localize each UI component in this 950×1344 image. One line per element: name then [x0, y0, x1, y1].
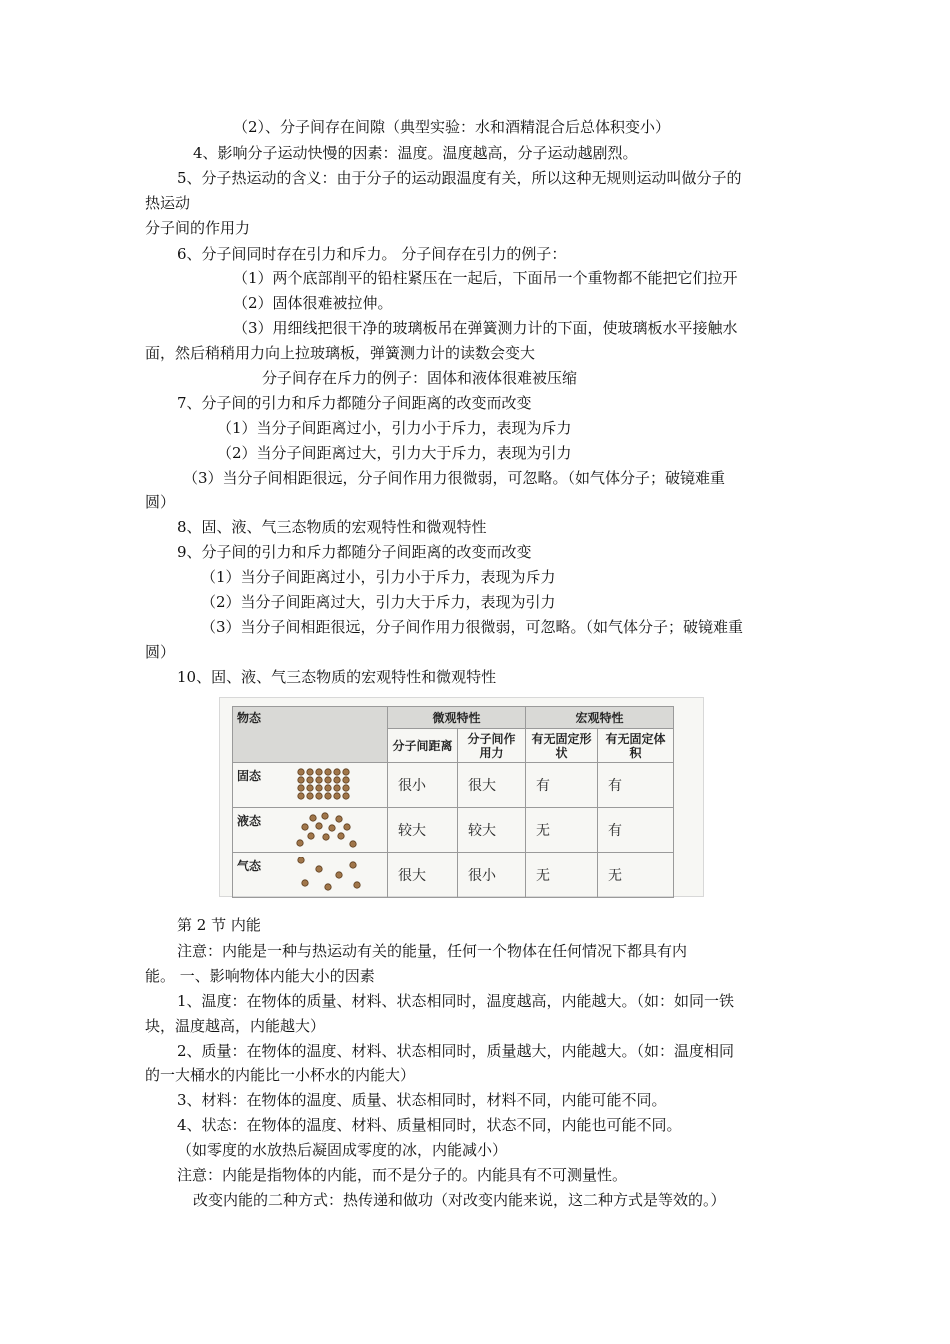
- states-table: [232, 706, 674, 898]
- text-line: 能。 一、影响物体内能大小的因素: [145, 967, 375, 985]
- text-line: 注意：内能是指物体的内能，而不是分子的。内能具有不可测量性。: [177, 1166, 628, 1184]
- state-label: 气态: [237, 859, 262, 873]
- table-row-liquid: [233, 808, 674, 853]
- value-cell: 有: [526, 763, 598, 808]
- text-line: 6、分子间同时存在引力和斥力。 分子间存在引力的例子：: [177, 245, 567, 263]
- text-line: 5、分子热运动的含义：由于分子的运动跟温度有关，所以这种无规则运动叫做分子的: [177, 169, 742, 187]
- value-cell: 很大: [388, 853, 458, 898]
- value-cell: 较大: [388, 808, 458, 853]
- state-cell: [233, 853, 388, 898]
- solid-particles-icon: [295, 767, 365, 805]
- value-cell: 无: [598, 853, 674, 898]
- text-line: （3）当分子间相距很远，分子间作用力很微弱，可忽略。（如气体分子；破镜难重: [183, 469, 726, 487]
- text-line: 2、质量：在物体的温度、材料、状态相同时，质量越大，内能越大。（如：温度相同: [177, 1042, 735, 1060]
- text-line: 面，然后稍稍用力向上拉玻璃板，弹簧测力计的读数会变大: [145, 344, 536, 362]
- text-line: （2）当分子间距离过大，引力大于斥力，表现为引力: [201, 593, 556, 611]
- header-micro: 微观特性: [388, 707, 526, 729]
- text-line: 3、材料：在物体的温度、质量、状态相同时，材料不同，内能可能不同。: [177, 1091, 667, 1109]
- value-cell: 很小: [388, 763, 458, 808]
- text-line: （如零度的水放热后凝固成零度的冰，内能减小）: [177, 1141, 508, 1159]
- text-line: 改变内能的二种方式：热传递和做功（对改变内能来说，这二种方式是等效的。）: [193, 1191, 726, 1209]
- header-state: 物态: [233, 707, 388, 763]
- text-line: （2）固体很难被拉伸。: [233, 294, 393, 312]
- value-cell: 无: [526, 808, 598, 853]
- text-line: 8、固、液、气三态物质的宏观特性和微观特性: [177, 518, 487, 536]
- text-line: 块，温度越高，内能越大）: [145, 1017, 326, 1035]
- text-line: 7、分子间的引力和斥力都随分子间距离的改变而改变: [177, 394, 532, 412]
- value-cell: 有: [598, 763, 674, 808]
- text-line: 分子间的作用力: [145, 219, 251, 237]
- state-cell: [233, 808, 388, 853]
- table-row-gas: [233, 853, 674, 898]
- gas-particles-icon: [295, 857, 365, 895]
- text-line: （3）用细线把很干净的玻璃板吊在弹簧测力计的下面，使玻璃板水平接触水: [233, 319, 738, 337]
- header-macro: 宏观特性: [526, 707, 674, 729]
- text-line: 圆）: [145, 643, 176, 661]
- text-line: （2）、分子间存在间隙（典型实验：水和酒精混合后总体积变小）: [233, 118, 671, 136]
- text-line: 1、温度：在物体的质量、材料、状态相同时，温度越高，内能越大。（如：如同一铁: [177, 992, 735, 1010]
- text-line: （1）两个底部削平的铅柱紧压在一起后，下面吊一个重物都不能把它们拉开: [233, 269, 738, 287]
- states-of-matter-figure: [219, 697, 704, 897]
- text-line: 9、分子间的引力和斥力都随分子间距离的改变而改变: [177, 543, 532, 561]
- text-line: 注意：内能是一种与热运动有关的能量，任何一个物体在任何情况下都具有内: [177, 942, 688, 960]
- text-line: 的一大桶水的内能比一小杯水的内能大）: [145, 1066, 416, 1084]
- subheader-shape: 有无固定形状: [526, 729, 598, 763]
- state-cell: [233, 763, 388, 808]
- text-line: （3）当分子间相距很远，分子间作用力很微弱，可忽略。（如气体分子；破镜难重: [201, 618, 744, 636]
- value-cell: 很大: [458, 763, 526, 808]
- text-line: （1）当分子间距离过小，引力小于斥力，表现为斥力: [217, 419, 572, 437]
- state-label: 固态: [237, 769, 262, 783]
- text-line: 4、影响分子运动快慢的因素：温度。温度越高，分子运动越剧烈。: [193, 144, 638, 162]
- value-cell: 无: [526, 853, 598, 898]
- subheader-force: 分子间作用力: [458, 729, 526, 763]
- table-row-solid: [233, 763, 674, 808]
- subheader-distance: 分子间距离: [388, 729, 458, 763]
- text-line: （2）当分子间距离过大，引力大于斥力，表现为引力: [217, 444, 572, 462]
- text-line: 分子间存在斥力的例子：固体和液体很难被压缩: [262, 369, 578, 387]
- subheader-volume: 有无固定体积: [598, 729, 674, 763]
- text-line: 10、固、液、气三态物质的宏观特性和微观特性: [177, 668, 497, 686]
- value-cell: 有: [598, 808, 674, 853]
- value-cell: 很小: [458, 853, 526, 898]
- text-line: （1）当分子间距离过小，引力小于斥力，表现为斥力: [201, 568, 556, 586]
- text-line: 热运动: [145, 194, 191, 212]
- section-title: 第 2 节 内能: [177, 916, 261, 934]
- text-line: 圆）: [145, 493, 176, 511]
- state-label: 液态: [237, 814, 262, 828]
- text-line: 4、状态：在物体的温度、材料、质量相同时，状态不同，内能也可能不同。: [177, 1116, 682, 1134]
- value-cell: 较大: [458, 808, 526, 853]
- liquid-particles-icon: [295, 812, 365, 850]
